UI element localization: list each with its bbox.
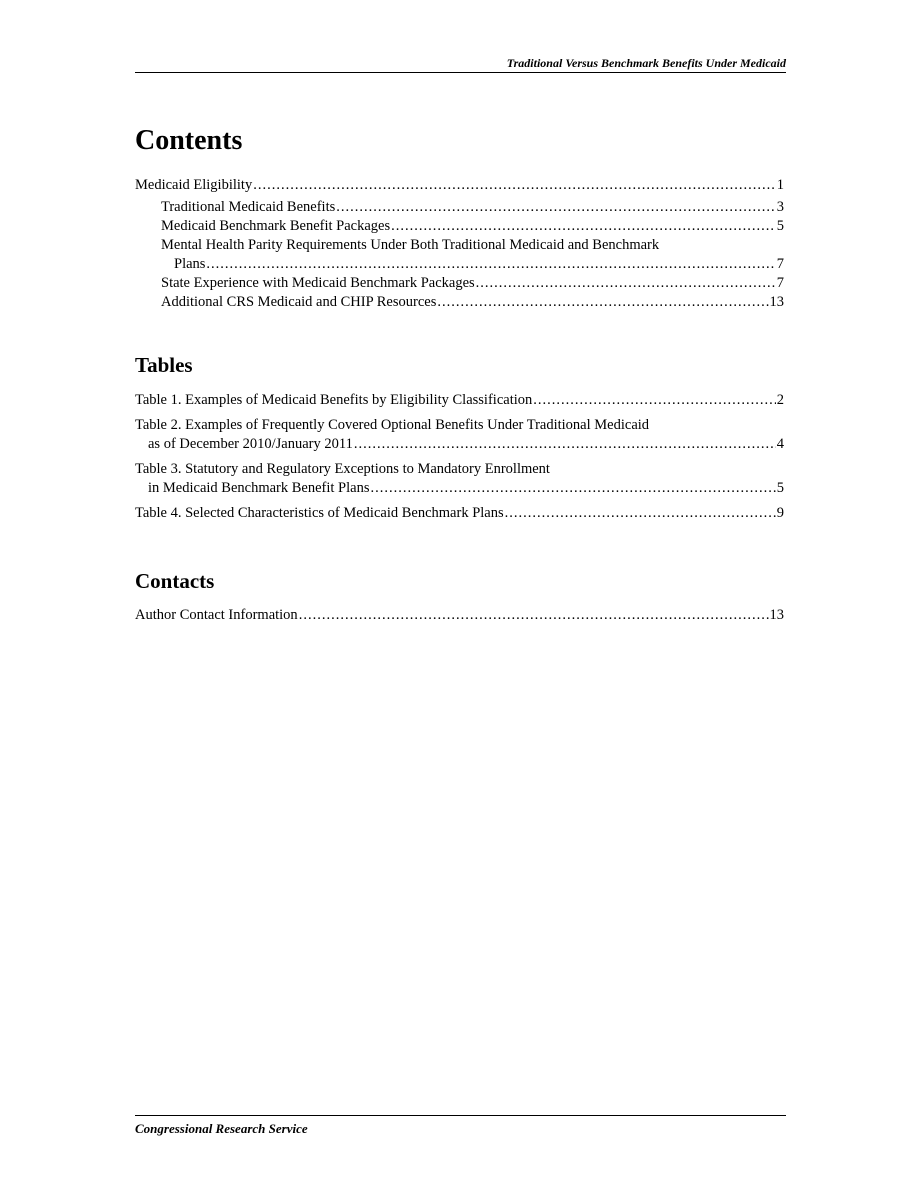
dot-leader <box>370 479 775 498</box>
dot-leader <box>206 255 775 274</box>
toc-page-number: 13 <box>769 607 784 623</box>
toc-entry-medicaid-eligibility[interactable] <box>135 176 784 195</box>
toc-entry-text: Medicaid Eligibility <box>135 177 253 193</box>
dot-leader <box>354 435 776 454</box>
toc-entry-text-continued: Plans <box>174 256 206 272</box>
toc-entry-text: Traditional Medicaid Benefits <box>161 199 336 215</box>
toc-page-number: 3 <box>776 199 784 215</box>
toc-entry-additional-crs-resources[interactable] <box>135 293 784 312</box>
toc-page-number: 5 <box>776 480 784 496</box>
toc-entry-text-continued: in Medicaid Benchmark Benefit Plans <box>148 480 370 496</box>
toc-entry-traditional-medicaid-benefits[interactable] <box>135 198 784 217</box>
dot-leader <box>391 217 776 236</box>
toc-page-number: 7 <box>776 275 784 291</box>
toc-page-number: 7 <box>776 256 784 272</box>
dot-leader <box>437 293 768 312</box>
toc-entry-author-contact-information[interactable] <box>135 606 784 625</box>
toc-entry-text: State Experience with Medicaid Benchmark Packages <box>161 275 475 291</box>
dot-leader <box>253 176 776 195</box>
toc-entry-medicaid-benchmark-benefit-packages[interactable] <box>135 217 784 236</box>
toc-entry-table-2[interactable] <box>135 416 784 454</box>
contacts-heading: Contacts <box>135 569 215 593</box>
toc-entry-mental-health-parity[interactable] <box>135 236 784 274</box>
dot-leader <box>505 504 776 523</box>
toc-page-number: 9 <box>776 505 784 521</box>
toc-entry-table-3[interactable] <box>135 460 784 498</box>
tables-heading: Tables <box>135 353 193 377</box>
toc-entry-text: Table 3. Statutory and Regulatory Exceptions to Mandatory Enrollment <box>135 461 550 477</box>
footer-publisher: Congressional Research Service <box>135 1121 308 1136</box>
toc-entry-text-continued: as of December 2010/January 2011 <box>148 436 353 452</box>
tables-list <box>135 391 784 529</box>
dot-leader <box>533 391 776 410</box>
toc-entry-text: Table 4. Selected Characteristics of Medicaid Benchmark Plans <box>135 505 504 521</box>
toc-page-number: 5 <box>776 218 784 234</box>
toc-entry-text: Author Contact Information <box>135 607 298 623</box>
toc-page-number: 13 <box>769 294 784 310</box>
running-header-title: Traditional Versus Benchmark Benefits Under Medicaid <box>506 56 786 70</box>
dot-leader <box>476 274 776 293</box>
toc-page-number: 2 <box>776 392 784 408</box>
toc-entry-text: Table 1. Examples of Medicaid Benefits by Eligibility Classification <box>135 392 533 408</box>
toc-page-number: 1 <box>776 177 784 193</box>
dot-leader <box>336 198 776 217</box>
toc-page-number: 4 <box>776 436 784 452</box>
contents-list <box>135 176 784 312</box>
page-header <box>135 56 786 73</box>
toc-entry-table-4[interactable] <box>135 504 784 523</box>
dot-leader <box>299 606 769 625</box>
contacts-list <box>135 606 784 625</box>
contents-heading: Contents <box>135 125 243 156</box>
toc-entry-text: Table 2. Examples of Frequently Covered Optional Benefits Under Traditional Medicaid <box>135 417 650 433</box>
toc-entry-text: Additional CRS Medicaid and CHIP Resources <box>161 294 437 310</box>
toc-entry-table-1[interactable] <box>135 391 784 410</box>
page-footer <box>135 1115 786 1136</box>
toc-entry-state-experience[interactable] <box>135 274 784 293</box>
toc-entry-text: Medicaid Benchmark Benefit Packages <box>161 218 391 234</box>
toc-entry-text: Mental Health Parity Requirements Under Both Traditional Medicaid and Benchmark <box>161 237 660 253</box>
